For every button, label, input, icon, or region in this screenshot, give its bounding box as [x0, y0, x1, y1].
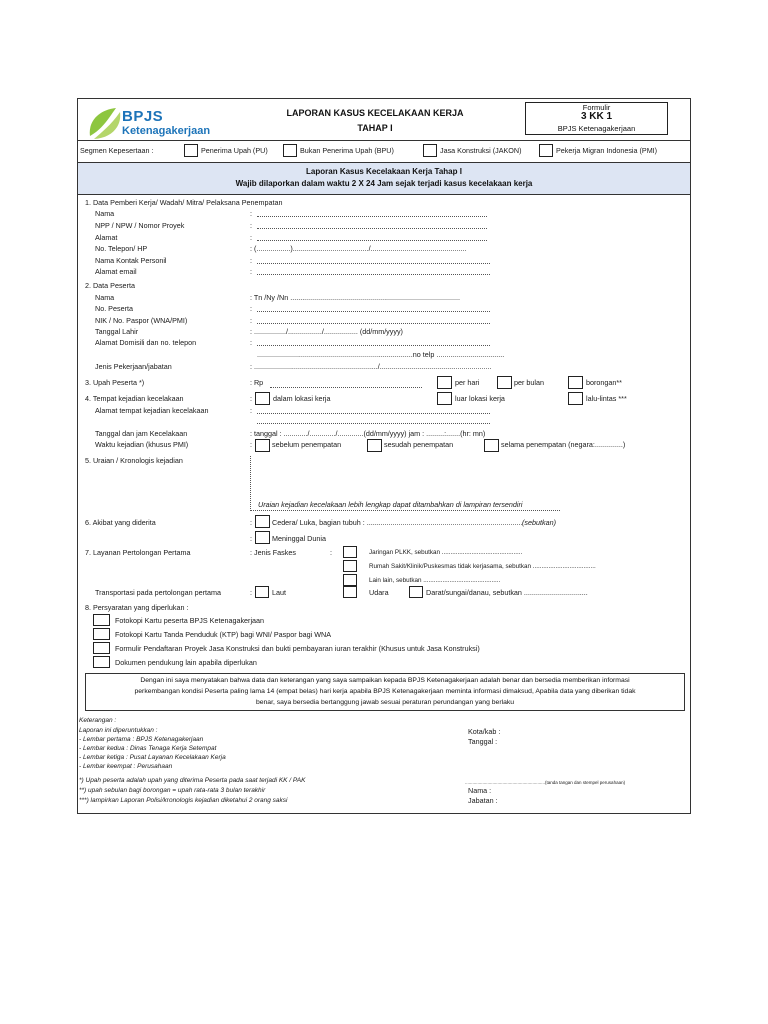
s4-tgl-label: Tanggal dan jam Kecelakaan — [95, 429, 188, 438]
s4-selama-label: selama penempatan (negara:..............) — [501, 440, 626, 449]
s2-input-nik[interactable] — [257, 323, 490, 324]
s1-field-telepon: No. Telepon/ HP — [95, 244, 148, 253]
s1-input-alamat[interactable] — [257, 240, 487, 241]
footnote-3: ***) lampirkan Laporan Polisi/kronologis kejadian diketahui 2 orang saksi — [79, 797, 288, 804]
s1-input-kontak[interactable] — [257, 263, 490, 264]
s7-plkk-checkbox[interactable] — [343, 546, 357, 558]
s6-colon-2: : — [250, 534, 252, 543]
segmen-jakon-label: Jasa Konstruksi (JAKON) — [440, 146, 522, 155]
s4-input-alamat[interactable] — [257, 413, 490, 414]
s7-plkk-label: Jaringan PLKK, sebutkan .............................................. — [369, 549, 523, 556]
s2-input-nama[interactable]: : Tn /Ny /Nn ..................................................................................... — [250, 293, 460, 302]
instruction-band — [78, 162, 690, 195]
s6-meninggal-checkbox[interactable] — [255, 531, 270, 544]
s1-input-npp[interactable] — [257, 228, 487, 229]
s3-title: 3. Upah Peserta *) — [85, 378, 145, 387]
s4-lalulintas-label: lalu-lintas *** — [586, 394, 627, 403]
footer-jabatan: Jabatan : — [468, 796, 498, 805]
s7-udara-checkbox[interactable] — [343, 586, 357, 598]
footer-sign-line: ................................................................(tanda tangan dan stempel perusahaan) — [465, 780, 626, 785]
s8-item2-checkbox[interactable] — [93, 628, 110, 640]
s2-field-nama: Nama — [95, 293, 115, 302]
s8-title: 8. Persyaratan yang diperlukan : — [85, 603, 189, 612]
s4-sebelum-checkbox[interactable] — [255, 439, 270, 452]
formulir-box — [525, 102, 668, 135]
segmen-pu-checkbox[interactable] — [184, 144, 198, 157]
s1-input-nama[interactable] — [257, 216, 487, 217]
s1-field-alamat: Alamat — [95, 233, 118, 242]
s8-item4-label: Dokumen pendukung lain apabila diperlukan — [115, 658, 257, 667]
s5-title: 5. Uraian / Kronologis kejadian — [85, 456, 183, 465]
footer-note-4: - Lembar kedua : Dinas Tenaga Kerja Setempat — [79, 745, 217, 752]
s4-sebelum-label: sebelum penempatan — [272, 440, 342, 449]
form-title-line2: TAHAP I — [357, 123, 393, 133]
s7-laut-label: Laut — [272, 588, 286, 597]
s1-field-npp: NPP / NPW / Nomor Proyek — [95, 221, 185, 230]
s1-colon-2: : — [250, 221, 252, 230]
s6-colon-1: : — [250, 518, 252, 527]
s3-borongan-checkbox[interactable] — [568, 376, 583, 389]
s4-colon-2: : — [250, 406, 252, 415]
statement-box — [85, 673, 685, 711]
s4-colon-1: : — [250, 394, 252, 403]
segmen-jakon-checkbox[interactable] — [423, 144, 437, 157]
formulir-code: 3 KK 1 — [580, 111, 613, 122]
s7-lain-checkbox[interactable] — [343, 574, 357, 586]
s4-dalam-label: dalam lokasi kerja — [273, 394, 331, 403]
s7-title: 7. Layanan Pertolongan Pertama — [85, 548, 191, 557]
s4-waktu-label: Waktu kejadian (khusus PMI) — [95, 440, 189, 449]
s7-udara-label: Udara — [369, 588, 389, 597]
s5-note: Uraian kejadian kecelakaan lebih lengkap dapat ditambahkan di lampiran tersendiri — [258, 500, 523, 509]
s2-input-tgllahir[interactable]: : ................/................./................. (dd/mm/yyyy) — [250, 327, 403, 336]
statement-line1: Dengan ini saya menyatakan bahwa data dan keterangan yang saya sampaikan kepada BPJS Ketenagakerjaan adalah benar dan bersedia memberikan informasi — [140, 677, 630, 684]
logo-sub: Ketenagakerjaan — [122, 125, 211, 137]
leaf-icon — [86, 106, 124, 142]
footer-note-5: - Lembar ketiga : Pusat Layanan Kecelakaan Kerja — [79, 754, 226, 761]
s7-colon-2: : — [250, 588, 252, 597]
s7-lain-label: Lain lain, sebutkan ............................................ — [369, 577, 501, 584]
s2-field-nopeserta: No. Peserta — [95, 304, 133, 313]
s8-item3-label: Formulir Pendaftaran Proyek Jasa Konstruksi dan bukti pembayaran iuran terakhir (Khusus untuk Jasa Konstruksi) — [115, 644, 480, 653]
statement-line3: benar, saya bersedia bertanggung jawab sesuai peraturan perundangan yang berlaku — [255, 699, 515, 706]
s1-field-email: Alamat email — [95, 267, 137, 276]
s1-colon-3: : — [250, 233, 252, 242]
logo-name: BPJS — [122, 108, 164, 125]
s4-sub: Alamat tempat kejadian kecelakaan — [95, 406, 209, 415]
segmen-bpu-label: Bukan Penerima Upah (BPU) — [300, 146, 394, 155]
s3-rp: : Rp — [250, 378, 264, 387]
s6-cedera-checkbox[interactable] — [255, 515, 270, 528]
s4-sesudah-checkbox[interactable] — [367, 439, 382, 452]
s3-perbulan-checkbox[interactable] — [497, 376, 512, 389]
footer-nama: Nama : — [468, 786, 492, 795]
s5-area-left — [250, 456, 251, 511]
s1-field-nama: Nama — [95, 209, 115, 218]
bpjs-logo — [86, 104, 246, 144]
footer-note-3: - Lembar pertama : BPJS Ketenagakerjaan — [79, 736, 204, 743]
s7-darat-checkbox[interactable] — [409, 586, 423, 598]
s7-faskes: : Jenis Faskes — [250, 548, 296, 557]
s8-item1-checkbox[interactable] — [93, 614, 110, 626]
s7-darat-label: Darat/sungai/danau, sebutkan ................................ — [426, 588, 588, 597]
s2-input-telp[interactable]: ..............................................................................no telp .................................. — [257, 350, 505, 359]
s7-colon: : — [330, 548, 332, 557]
formulir-org: BPJS Ketenagakerjaan — [557, 124, 636, 133]
s5-area-bottom — [250, 510, 560, 511]
footer-note-1: Keterangan : — [79, 717, 117, 724]
footnote-2: **) upah sebulan bagi borongan = upah rata-rata 3 bulan terakhir — [79, 787, 266, 794]
s2-field-alamat: Alamat Domisili dan no. telepon — [95, 338, 197, 347]
s2-colon-2: : — [250, 304, 252, 313]
band-line1: Laporan Kasus Kecelakaan Kerja Tahap I — [306, 167, 462, 176]
s4-title: 4. Tempat kejadian kecelakaan — [85, 394, 184, 403]
s7-rs-checkbox[interactable] — [343, 560, 357, 572]
s1-input-email[interactable] — [257, 274, 490, 275]
s2-field-jenis: Jenis Pekerjaan/jabatan — [95, 362, 172, 371]
s4-sesudah-label: sesudah penempatan — [384, 440, 454, 449]
s2-colon-3: : — [250, 316, 252, 325]
s2-input-nopeserta[interactable] — [257, 311, 490, 312]
s2-title: 2. Data Peserta — [85, 281, 135, 290]
s4-colon-3: : — [250, 440, 252, 449]
statement-line2: perkembangan kondisi Peserta paling lama 14 (empat belas) hari kerja apabila BPJS Ketenagakerjaan meminta informasi dimaksud, Apabila data yang diberikan tidak — [134, 688, 636, 695]
s4-luar-label: luar lokasi kerja — [455, 394, 505, 403]
s2-colon-5: : — [250, 338, 252, 347]
s2-field-nik: NIK / No. Paspor (WNA/PMI) — [95, 316, 188, 325]
s8-item4-checkbox[interactable] — [93, 656, 110, 668]
s4-dalam-checkbox[interactable] — [255, 392, 270, 405]
footer-note-2: Laporan ini diperuntukkan : — [79, 727, 158, 734]
s6-cedera-label: Cedera/ Luka, bagian tubuh : .............................................................................. — [272, 518, 523, 527]
s1-colon-5: : — [250, 256, 252, 265]
footer-note-6: - Lembar keempat : Perusahaan — [79, 763, 173, 770]
s4-lalulintas-checkbox[interactable] — [568, 392, 583, 405]
s1-title: 1. Data Pemberi Kerja/ Wadah/ Mitra/ Pelaksana Penempatan — [85, 198, 283, 207]
s1-input-telepon[interactable]: : (.................)....................................../................................................ — [250, 244, 467, 253]
header-divider — [77, 140, 691, 141]
s1-colon-6: : — [250, 267, 252, 276]
segmen-label: Segmen Kepesertaan : — [80, 146, 154, 155]
s7-laut-checkbox[interactable] — [255, 586, 269, 598]
s4-luar-checkbox[interactable] — [437, 392, 452, 405]
s7-transport-label: Transportasi pada pertolongan pertama — [95, 588, 221, 597]
form-title-line1: LAPORAN KASUS KECELAKAAN KERJA — [286, 108, 464, 118]
s7-rs-label: Rumah Sakit/Klinik/Puskesmas tidak kerjasama, sebutkan .................................... — [369, 563, 596, 570]
footnote-1: *) Upah peserta adalah upah yang diterima Peserta pada saat terjadi KK / PAK — [79, 777, 306, 784]
segmen-pmi-checkbox[interactable] — [539, 144, 553, 157]
band-line2: Wajib dilaporkan dalam waktu 2 X 24 Jam sejak terjadi kasus kecelakaan kerja — [235, 179, 533, 188]
s3-perhari-checkbox[interactable] — [437, 376, 452, 389]
s2-input-jenis[interactable]: : ............................................................../........................................................ — [250, 362, 492, 371]
s2-field-tgllahir: Tanggal Lahir — [95, 327, 139, 336]
s3-input-upah[interactable] — [270, 387, 422, 388]
s2-input-alamat[interactable] — [257, 345, 490, 346]
s8-item3-checkbox[interactable] — [93, 642, 110, 654]
footer-kota: Kota/kab : — [468, 727, 501, 736]
s5-textarea[interactable] — [252, 456, 557, 506]
formulir-label: Formulir — [582, 103, 611, 112]
s3-borongan-label: borongan** — [586, 378, 622, 387]
segmen-pu-label: Penerima Upah (PU) — [201, 146, 268, 155]
segmen-pmi-label: Pekerja Migran Indonesia (PMI) — [556, 146, 658, 155]
s4-input-alamat-2[interactable] — [257, 423, 490, 424]
s1-colon-1: : — [250, 209, 252, 218]
footer-tanggal: Tanggal : — [468, 737, 498, 746]
s6-title: 6. Akibat yang diderita — [85, 518, 156, 527]
s8-item1-label: Fotokopi Kartu peserta BPJS Ketenagakerjaan — [115, 616, 265, 625]
s3-perhari-label: per hari — [455, 378, 480, 387]
s4-selama-checkbox[interactable] — [484, 439, 499, 452]
s8-item2-label: Fotokopi Kartu Tanda Penduduk (KTP) bagi WNI/ Paspor bagi WNA — [115, 630, 331, 639]
s6-meninggal-label: Meninggal Dunia — [272, 534, 326, 543]
s4-tgl-input[interactable]: : tanggal : ............/............./.............(dd/mm/yyyy) jam : .........:.......(hr: mn) — [250, 429, 486, 438]
s6-cedera-suffix: (sebutkan) — [522, 518, 556, 527]
s1-field-kontak: Nama Kontak Personil — [95, 256, 167, 265]
s3-perbulan-label: per bulan — [514, 378, 544, 387]
segmen-bpu-checkbox[interactable] — [283, 144, 297, 157]
